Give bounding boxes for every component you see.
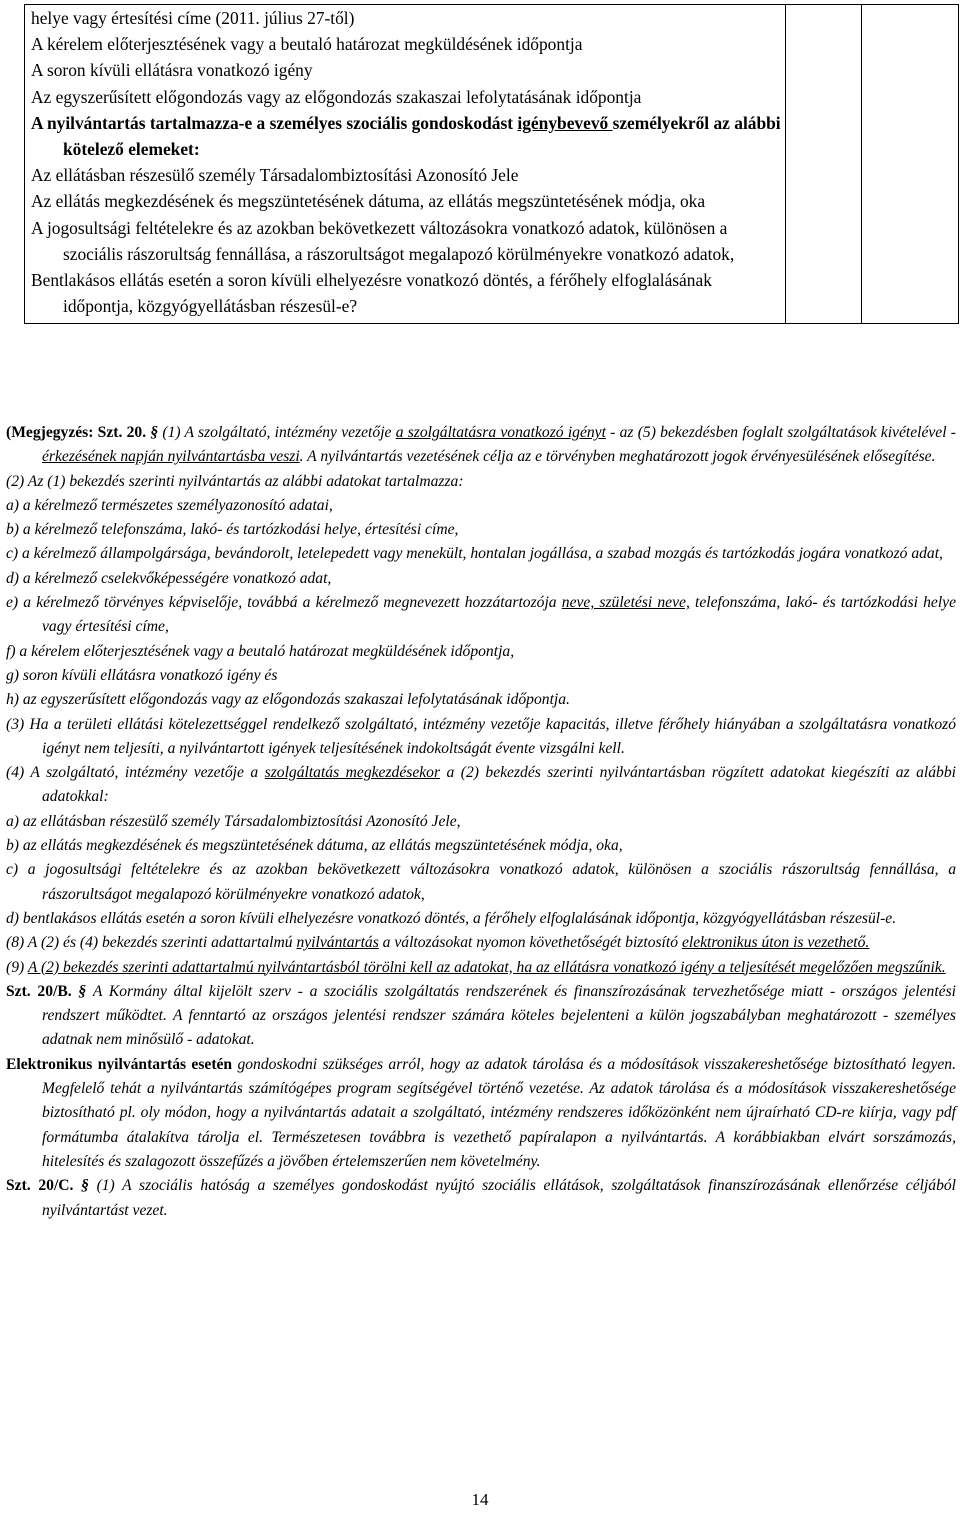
text-span: e) a kérelmező törvényes képviselője, továbbá a kérelmező megnevezett hozzátartozója [6, 594, 562, 612]
checklist-table [24, 4, 959, 324]
note-paragraph [6, 980, 956, 1053]
list-item: h) az egyszerűsített előgondozás vagy az előgondozás szakaszai lefolytatásának időpontja. [6, 691, 570, 709]
note-paragraph [6, 1174, 956, 1223]
section-sign: § [73, 1177, 97, 1195]
list-item [6, 591, 956, 640]
section-label: Szt. 20/B. [6, 982, 72, 1000]
underlined-text: érkezésének napján nyilvántartásba veszi [42, 448, 300, 466]
list-item: a) a kérelmező természetes személyazonosító adatai, [6, 496, 333, 514]
table-row-text: A jogosultsági feltételekre és az azokban bekövetkezett változásokra vonatkozó adatok, különösen a szociális rászorultság fennállása, a rászorultságot megalapozó körülményekre vonatkozó adatok, [31, 217, 735, 264]
answer-cell-a[interactable] [786, 5, 862, 324]
table-row-text: helye vagy értesítési címe (2011. július 27-től) [31, 8, 355, 28]
section-label: Szt. 20/C. [6, 1177, 74, 1195]
table-row-heading [31, 110, 781, 162]
list-item: b) a kérelmező telefonszáma, lakó- és tartózkodási helye, értesítési címe, [6, 521, 459, 539]
list-item: a) az ellátásban részesülő személy Társadalombiztosítási Azonosító Jele, [6, 812, 461, 830]
list-item: d) a kérelmező cselekvőképességére vonatkozó adat, [6, 569, 332, 587]
text-span: (1) A szolgáltató, intézmény vezetője [162, 424, 396, 441]
list-item: c) a kérelmező állampolgársága, bevándorolt, letelepedett vagy menekült, hontalan jogállása, a szabad mozgás és tartózkodás jogára vonatkozó adat, [6, 545, 943, 563]
table-row-text: Az ellátásban részesülő személy Társadalombiztosítási Azonosító Jele [31, 165, 519, 186]
text-span: - az (5) bekezdésben foglalt szolgáltatások kivételével - [605, 424, 956, 441]
section-label: Elektronikus nyilvántartás esetén [6, 1055, 233, 1073]
table-row-text: A soron kívüli ellátásra vonatkozó igény [31, 60, 313, 81]
answer-cell-b[interactable] [862, 5, 959, 324]
notes-section [6, 421, 956, 1223]
heading-part: A nyilvántartás tartalmazza-e a személyes szociális gondoskodást [31, 112, 518, 133]
underlined-text: nyilvántartás [296, 934, 379, 952]
text-span: (4) A szolgáltató, intézmény vezetője a [6, 764, 265, 782]
heading-part: személyekről az alábbi kötelező elemeket: [63, 112, 781, 160]
page-number: 14 [471, 1490, 489, 1509]
underlined-text: szolgáltatás megkezdésekor [264, 764, 441, 782]
text-span: . A nyilvántartás vezetésének célja az e törvényben meghatározott jogok érvényesülésének elősegítése. [299, 448, 936, 466]
section-sign: § [71, 982, 93, 1000]
underlined-text: neve, születési neve, [561, 594, 690, 612]
text-span: (8) A (2) és (4) bekezdés szerinti adattartalmú [6, 934, 297, 952]
note-paragraph [6, 421, 956, 470]
text-span: (1) A szociális hatóság a személyes gondoskodást nyújtó szociális ellátások, szolgáltatások finanszírozásának ellenőrzése céljából nyilvántartást vezet. [42, 1177, 957, 1219]
list-item: f) a kérelem előterjesztésének vagy a beutaló határozat megküldésének időpontja, [6, 642, 515, 660]
note-label: (Megjegyzés: Szt. 20. [6, 424, 147, 441]
list-item: d) bentlakásos ellátás esetén a soron kívüli elhelyezésre vonatkozó döntés, a férőhely elfoglalásának időpontja, közgyógyellátásban részesül-e. [6, 909, 897, 927]
text-span: a változásokat nyomon követhetőségét biztosító [378, 934, 682, 952]
list-item: g) soron kívüli ellátásra vonatkozó igény és [6, 666, 278, 684]
text-span: A Kormány által kijelölt szerv - a szociális szolgáltatás rendszerének és finanszírozásának tervezhetősége miatt - országos jelentési rendszert működtet. A fenntartó az országos jelentési rendszer számára köteles bejelenteni a külön jogszabályban meghatározott - személyes adatnak nem minősülő - adatokat. [42, 982, 957, 1049]
underlined-text: a szolgáltatásra vonatkozó igényt [395, 424, 606, 441]
text-span: telefonszáma, lakó- és tartózkodási helye vagy értesítési címe, [42, 594, 956, 636]
underlined-text: elektronikus úton is vezethető. [681, 934, 870, 952]
note-paragraph: (2) Az (1) bekezdés szerinti nyilvántartás az alábbi adatokat tartalmazza: [6, 472, 464, 490]
text-span: a (2) bekezdés szerinti nyilvántartásban rögzített adatokat kiegészíti az alábbi adatokkal: [42, 764, 956, 806]
table-row-text: Az egyszerűsített előgondozás vagy az előgondozás szakaszai lefolytatásának időpontja [31, 86, 642, 107]
section-sign: § [146, 424, 163, 441]
list-item: c) a jogosultsági feltételekre és az azokban bekövetkezett változásokra vonatkozó adatok, különösen a szociális rászorultság fennállása, a rászorultságot megalapozó körülményekre vonatkozó adatok, [6, 861, 956, 903]
underlined-text: A (2) bekezdés szerinti adattartalmú nyilvántartásból törölni kell az adatokat, ha az ellátásra vonatkozó igény a teljesítését megelőzően megszűnik. [27, 958, 946, 976]
heading-underlined: igénybevevő [517, 112, 613, 133]
table-row-text: Bentlakásos ellátás esetén a soron kívüli elhelyezésre vonatkozó döntés, a férőhely elfoglalásának időpontja, közgyógyellátásban részesül-e? [31, 270, 712, 317]
table-row [25, 5, 959, 324]
text-span: (9) [6, 958, 28, 976]
list-item: b) az ellátás megkezdésének és megszüntetésének dátuma, az ellátás megszüntetésének módja, oka, [6, 837, 623, 855]
table-row-text: A kérelem előterjesztésének vagy a beutaló határozat megküldésének időpontja [31, 34, 583, 55]
note-paragraph [6, 761, 956, 810]
text-span: gondoskodni szükséges arról, hogy az adatok tárolása és a módosítások visszakereshetősége biztosítható legyen. Megfelelő tehát a nyilvántartás számítógépes program segítségével történő vezetése. Az adatok tárolása és a módosítások visszakereshetősége biztosítható pl. oly módon, hogy a nyilvántartás adatait a szolgáltató, intézmény rendszeres időközönként nem újraírható CD-re kiírja, vagy pdf formátumba átalakítva tárolja el. Természetesen továbbra is vezethető papíralapon a nyilvántartás. A korábbiakban elvárt sorszámozás, hitelesítés és szalagozott összefűzés a jövőben értelemszerűen nem követelmény. [42, 1055, 956, 1170]
note-paragraph [6, 931, 956, 955]
note-paragraph [6, 956, 956, 980]
note-paragraph [6, 1053, 956, 1174]
table-row-text: Az ellátás megkezdésének és megszüntetésének dátuma, az ellátás megszüntetésének módja, oka [31, 191, 706, 212]
criteria-cell [25, 5, 786, 324]
note-paragraph: (3) Ha a területi ellátási kötelezettséggel rendelkező szolgáltató, intézmény vezetője kapacitás, illetve férőhely hiányában a szolgáltatásra vonatkozó igényt nem teljesíti, a nyilvántartott igények teljesítésének indokoltságát évente vizsgálni kell. [6, 715, 956, 757]
